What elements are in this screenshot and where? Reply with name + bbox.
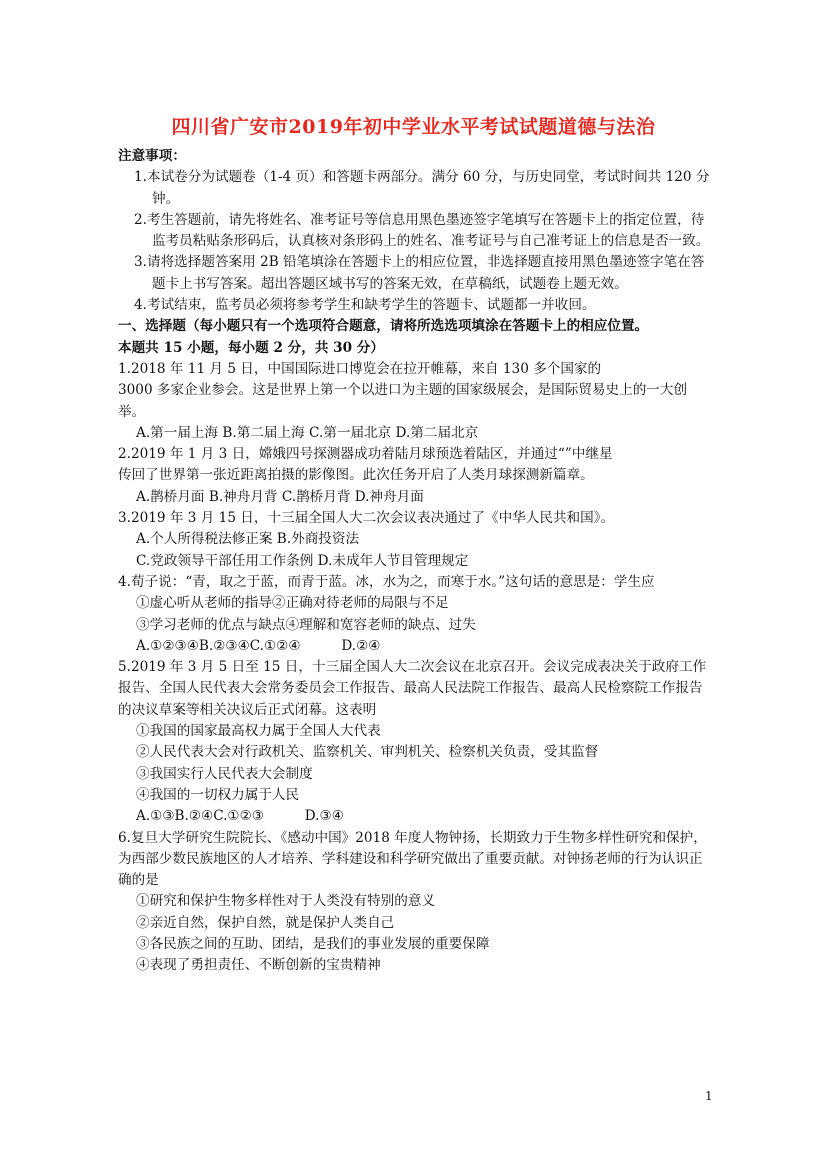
question-3-options-line-2: C.党政领导干部任用工作条例 D.未成年人节目管理规定 [136, 552, 469, 569]
question-4-statement-1: ①虚心听从老师的指导②正确对待老师的局限与不足 [136, 595, 449, 612]
question-4-statement-2: ③学习老师的优点与缺点④理解和宽容老师的缺点、过失 [136, 616, 476, 633]
question-4-options: A.①②③④B.②③④C.①②④ D.②④ [136, 637, 381, 654]
question-5-statement-1: ①我国的国家最高权力属于全国人大代表 [136, 723, 381, 740]
question-5-statement-4: ④我国的一切权力属于人民 [136, 786, 300, 803]
question-5-statement-2: ②人民代表大会对行政机关、监察机关、审判机关、检察机关负责，受其监督 [136, 744, 599, 761]
question-3-stem: 3.2019 年 3 月 15 日，十三届全国人大二次会议表决通过了《中华人民共和国》。 [118, 510, 615, 527]
question-1-options: A.第一届上海 B.第二届上海 C.第一届北京 D.第二届北京 [136, 424, 479, 441]
question-1-stem-line-2: 3000 多家企业参会。这是世界上第一个以进口为主题的国家级展会，是国际贸易史上的一大创举。 [118, 382, 688, 420]
notice-heading: 注意事项： [118, 148, 186, 164]
question-6-statement-1: ①研究和保护生物多样性对于人类没有特别的意义 [136, 893, 436, 910]
question-6-statement-3: ③各民族之间的互助、团结，是我们的事业发展的重要保障 [136, 935, 490, 952]
question-2-stem-line-1: 2.2019 年 1 月 3 日，嫦娥四号探测器成功着陆月球预选着陆区，并通过“”中继星 [118, 446, 613, 463]
question-6-statement-4: ④表现了勇担责任、不断创新的宝贵精神 [136, 957, 381, 974]
question-5-options: A.①③B.②④C.①②③ D.③④ [136, 808, 344, 825]
notice-item-3: 3.请将选择题答案用 2B 铅笔填涂在答题卡上的相应位置，非选择题直接用黑色墨迹签字笔在答题卡上书写答案。超出答题区域书写的答案无效，在草稿纸，试题卷上题无效。 [134, 254, 705, 292]
document-body [118, 146, 710, 977]
question-4-stem: 4.荀子说：“青，取之于蓝，而青于蓝。冰，水为之，而寒于水。”这句话的意思是：学生应 [118, 573, 655, 590]
question-3-options-line-1: A.个人所得税法修正案 B.外商投资法 [136, 531, 360, 548]
question-6-statement-2: ②亲近自然，保护自然，就是保护人类自己 [136, 914, 395, 931]
notice-item-2: 2.考生答题前，请先将姓名、准考证号等信息用黑色墨迹签字笔填写在答题卡上的指定位置，待监考员粘贴条形码后，认真核对条形码上的姓名、准考证号与自己准考证上的信息是否一致。 [134, 211, 710, 250]
question-2-stem-line-2: 传回了世界第一张近距离拍摄的影像图。此次任务开启了人类月球探测新篇章。 [118, 467, 594, 484]
notice-item-4: 4.考试结束，监考员必须将参考学生和缺考学生的答题卡、试题都一并收回。 [134, 297, 596, 314]
question-6-stem: 6.复旦大学研究生院院长、《感动中国》2018 年度人物钟扬，长期致力于生物多样性研究和保护，为西部少数民族地区的人才培养、学科建设和科学研究做出了重要贡献。对钟扬老师的行为认识正确的是 [118, 829, 707, 889]
section-heading: 一、选择题（每小题只有一个选项符合题意，请将所选选项填涂在答题卡上的相应位置。 [118, 318, 649, 335]
question-2-options: A.鹊桥月面 B.神舟月背 C.鹊桥月背 D.神舟月面 [136, 488, 424, 505]
question-5-statement-3: ③我国实行人民代表大会制度 [136, 765, 313, 782]
section-subheading: 本题共 15 小题，每小题 2 分，共 30 分） [118, 339, 384, 356]
notice-item-1: 1.本试卷分为试题卷（1-4 页）和答题卡两部分。满分 60 分，与历史同堂，考试时间共 120 分钟。 [134, 169, 710, 207]
page-title: 四川省广安市2019年初中学业水平考试试题道德与法治 [171, 116, 656, 138]
question-1-stem-line-1: 1.2018 年 11 月 5 日，中国国际进口博览会在拉开帷幕，来自 130 多个国家的 [118, 360, 602, 377]
page-number: 1 [705, 1089, 713, 1103]
question-5-stem: 5.2019 年 3 月 5 日至 15 日，十三届全国人大二次会议在北京召开。会议完成表决关于政府工作报告、全国人民代表大会常务委员会工作报告、最高人民法院工作报告、最高人民检察院工作报告的决议草案等相关决议后正式闭幕。这表明 [118, 659, 707, 718]
